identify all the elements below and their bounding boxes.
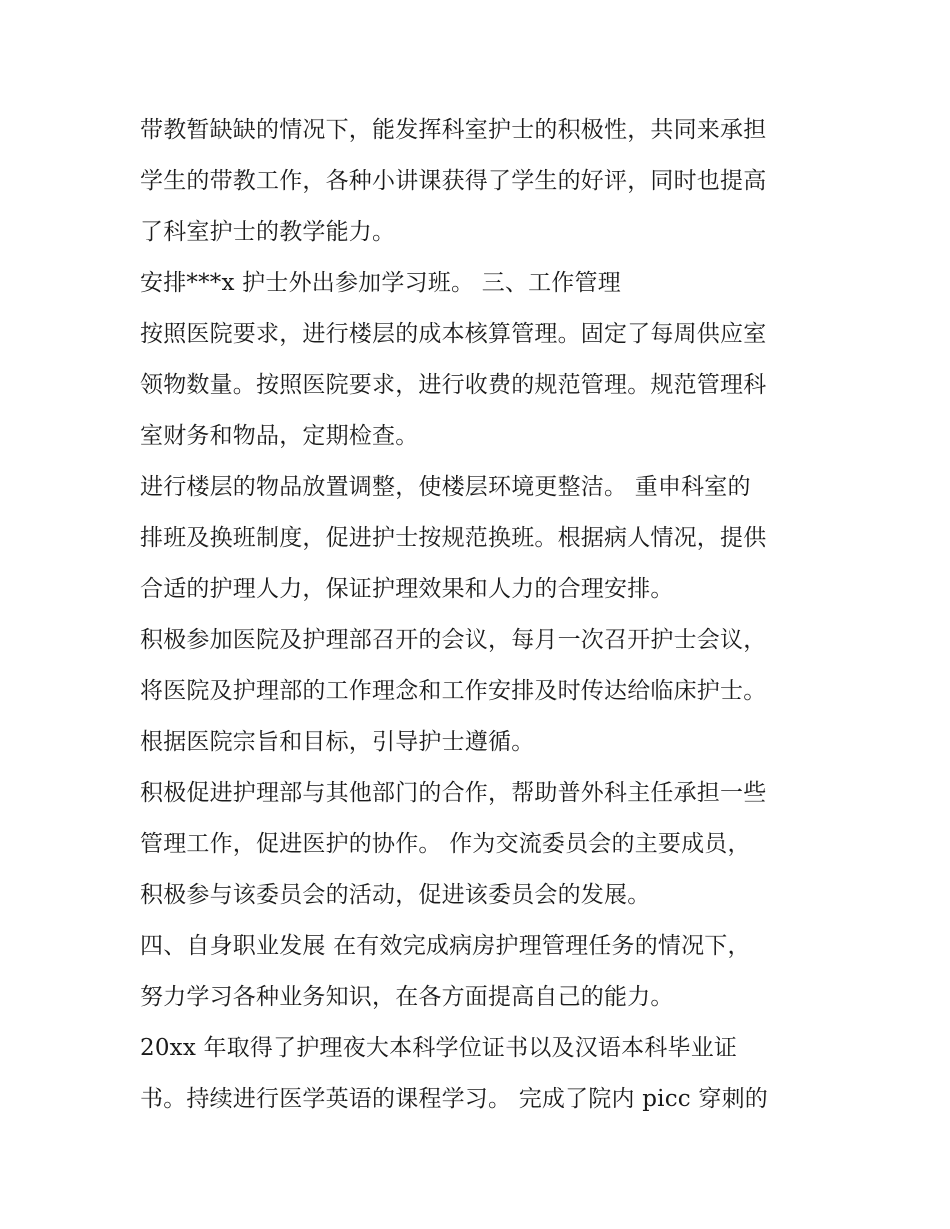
- text-line: 积极参与该委员会的活动，促进该委员会的发展。: [140, 882, 651, 908]
- document-body: [140, 105, 830, 1125]
- text-line: 排班及换班制度，促进护士按规范换班。根据病人情况，提供: [140, 525, 767, 551]
- text-line: 20xx 年取得了护理夜大本科学位证书以及汉语本科毕业证: [140, 1035, 738, 1061]
- text-line: 根据医院宗旨和目标，引导护士遵循。: [140, 729, 535, 755]
- text-line: 四、自身职业发展 在有效完成病房护理管理任务的情况下，: [140, 933, 751, 959]
- text-line: 进行楼层的物品放置调整，使楼层环境更整洁。 重申科室的: [140, 474, 751, 500]
- text-line: 管理工作，促进医护的协作。 作为交流委员会的主要成员，: [140, 831, 751, 857]
- text-line: 室财务和物品，定期检查。: [140, 423, 419, 449]
- text-line: 带教暂缺缺的情况下，能发挥科室护士的积极性，共同来承担: [140, 117, 767, 143]
- text-line: 积极促进护理部与其他部门的合作，帮助普外科主任承担一些: [140, 780, 767, 806]
- text-line: 努力学习各种业务知识，在各方面提高自己的能力。: [140, 984, 674, 1010]
- text-line: 按照医院要求，进行楼层的成本核算管理。固定了每周供应室: [140, 321, 767, 347]
- text-line: 合适的护理人力，保证护理效果和人力的合理安排。: [140, 576, 674, 602]
- text-line: 积极参加医院及护理部召开的会议，每月一次召开护士会议，: [140, 627, 767, 653]
- text-line: 书。持续进行医学英语的课程学习。 完成了院内 picc 穿刺的: [140, 1086, 768, 1112]
- text-line: 领物数量。按照医院要求，进行收费的规范管理。规范管理科: [140, 372, 767, 398]
- text-line: 将医院及护理部的工作理念和工作安排及时传达给临床护士。: [140, 678, 767, 704]
- text-line: 学生的带教工作，各种小讲课获得了学生的好评，同时也提高: [140, 168, 767, 194]
- text-line: 安排***x 护士外出参加学习班。 三、工作管理: [140, 270, 621, 296]
- text-line: 了科室护士的教学能力。: [140, 219, 396, 245]
